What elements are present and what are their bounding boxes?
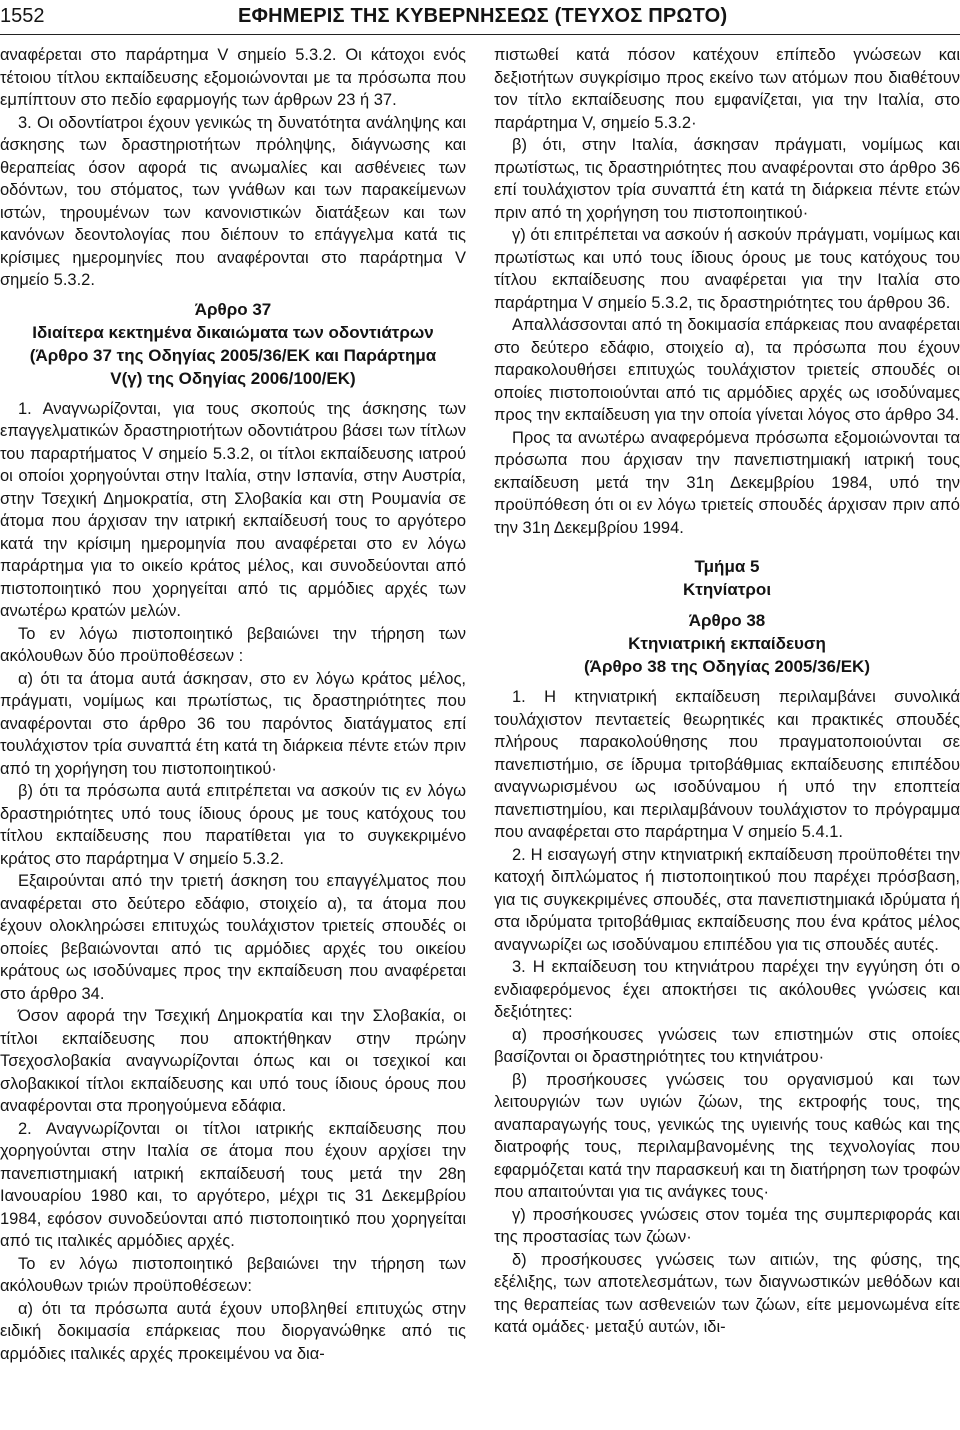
paragraph: γ) προσήκουσες γνώσεις στον τομέα της συμπεριφοράς και της προστασίας των ζώων· [494,1205,960,1246]
paragraph: α) προσήκουσες γνώσεις των επιστημών στις οποίες βασίζονται οι δραστηριότητες του κτηνιάτρου· [494,1025,960,1066]
section-title: Κτηνίατροι [682,580,772,599]
article-reference: (Άρθρο 37 της Οδηγίας 2005/36/ΕΚ και Παράρτημα [29,345,437,365]
paragraph: Όσον αφορά την Τσεχική Δημοκρατία και την Σλοβακία, οι τίτλοι εκπαίδευσης που αποκτήθηκαν στην πρώην Τσεχοσλοβακία αναγνωρίζονται όπως και οι τσεχικοί και σλοβακικοί τίτλοι εκπαίδευσης και υπό τους ίδιους όρους που αναφέρονται στα προηγούμενα εδάφια. [0,1007,466,1115]
article-reference: (Άρθρο 38 της Οδηγίας 2005/36/ΕΚ) [584,657,870,676]
article-38-heading [494,609,960,678]
page-header [0,0,960,35]
article-title: Ιδιαίτερα κεκτημένα δικαιώματα των οδοντιάτρων [32,322,434,342]
gazette-title: ΕΦΗΜΕΡΙΣ ΤΗΣ ΚΥΒΕΡΝΗΣΕΩΣ (ΤΕΥΧΟΣ ΠΡΩΤΟ) [238,5,728,27]
paragraph: 2. Η εισαγωγή στην κτηνιατρική εκπαίδευση προϋποθέτει την κατοχή διπλώματος ή πιστοποιητικού που παρέχει πρόσβαση, για τις συγκεκριμένες σπουδές, στα πανεπιστημιακά ιδρύματα ή στα ιδρύματα τριτοβάθμιας εκπαίδευσης που ένα κράτος μέλος αναγνωρίζει ως ισοδύναμου επιπέδου για τις σπουδές αυτές. [494,845,960,954]
paragraph: 3. Η εκπαίδευση του κτηνιάτρου παρέχει την εγγύηση ότι ο ενδιαφερόμενος έχει αποκτήσει τις ακόλουθες γνώσεις και δεξιότητες: [494,958,960,1021]
article-title: Κτηνιατρική εκπαίδευση [628,634,826,653]
paragraph: Το εν λόγω πιστοποιητικό βεβαιώνει την τήρηση των ακόλουθων τριών προϋποθέσεων: [0,1254,466,1295]
paragraph: Προς τα ανωτέρω αναφερόμενα πρόσωπα εξομοιώνονται τα πρόσωπα που άρχισαν την πανεπιστημιακή ιατρική τους εκπαίδευση μετά την 31η Δεκεμβρίου 1984, υπό την προϋπόθεση ότι οι εν λόγω τριετείς σπουδές άρχισαν πριν από την 31η Δεκεμβρίου 1994. [494,428,960,537]
section-5-heading [494,555,960,601]
left-column [0,44,466,1424]
paragraph: 3. Οι οδοντίατροι έχουν γενικώς τη δυνατότητα ανάληψης και άσκησης των δραστηριοτήτων πρόληψης, διάγνωσης και θεραπείας όσον αφορά τις ανωμαλίες και ασθένειες των οδόντων, του στόματος, των γνάθων και των παρακείμενων ιστών, τηρουμένων των κανονιστικών διατάξεων και των κανόνων δεοντολογίας που διέπουν το επάγγελμα κατά τις κρίσιμες ημερομηνίες που αναφέρονται στο παράρτημα V σημείο 5.3.2. [0,113,466,289]
article-37-heading [0,298,466,390]
paragraph: β) ότι τα πρόσωπα αυτά επιτρέπεται να ασκούν τις εν λόγω δραστηριότητες υπό τους ίδιους όρους με τους κατόχους του τίτλου εκπαίδευσης που παρατίθεται για το συγκεκριμένο κράτος στο παράρτημα V σημείο 5.3.2. [0,782,466,868]
section-number: Τμήμα 5 [694,557,760,576]
paragraph: β) ότι, στην Ιταλία, άσκησαν πράγματι, νομίμως και πρωτίστως, τις δραστηριότητες που αναφέρονται στο άρθρο 36 επί τουλάχιστον τρία συναπτά έτη κατά τη διάρκεια πέντε ετών πριν από τη χορήγηση του πιστοποιητικού· [494,136,960,222]
paragraph: αναφέρεται στο παράρτημα V σημείο 5.3.2. Οι κάτοχοι ενός τέτοιου τίτλου εκπαίδευσης εξομοιώνονται με τα πρόσωπα που εμπίπτουν στο πεδίο εφαρμογής των άρθρων 23 ή 37. [0,46,466,109]
paragraph: Το εν λόγω πιστοποιητικό βεβαιώνει την τήρηση των ακόλουθων δύο προϋποθέσεων : [0,624,466,665]
paragraph: α) ότι τα πρόσωπα αυτά έχουν υποβληθεί επιτυχώς στην ειδική δοκιμασία επάρκειας που διοργανώθηκε από τις αρμόδιες ιταλικές αρχές προκειμένου να δια- [0,1299,466,1363]
paragraph: α) ότι τα άτομα αυτά άσκησαν, στο εν λόγω κράτος μέλος, πράγματι, νομίμως και πρωτίστως, τις δραστηριότητες που αναφέρονται στο άρθρο 36 του παρόντος διατάγματος επί τουλάχιστον τρία συναπτά έτη κατά τη διάρκεια πέντε ετών πριν από τη χορήγηση του πιστοποιητικού· [0,669,466,778]
paragraph: 1. Η κτηνιατρική εκπαίδευση περιλαμβάνει συνολικά τουλάχιστον πενταετείς θεωρητικές και πρακτικές σπουδές πλήρους παρακολούθησης που πραγματοποιούνται σε πανεπιστήμιο, σε ίδρυμα τριτοβάθμιας εκπαίδευσης επιπέδου αναγνωρισμένου ως ισοδύναμου ή υπό την εποπτεία πανεπιστημίου, και περιλαμβάνουν τουλάχιστον το πρόγραμμα που αναφέρεται στο παράρτημα V σημείο 5.4.1. [494,688,960,841]
paragraph: πιστωθεί κατά πόσον κατέχουν επίπεδο γνώσεων και δεξιοτήτων συγκρίσιμο προς εκείνο των ατόμων που διαθέτουν τον τίτλο εκπαίδευσης που εμφανίζεται, για την Ιταλία, στο παράρτημα V, σημείο 5.3.2· [494,46,960,132]
paragraph: Εξαιρούνται από την τριετή άσκηση του επαγγέλματος που αναφέρεται στο δεύτερο εδάφιο, στοιχείο α), τα άτομα που έχουν ολοκληρώσει επιτυχώς τουλάχιστον τριετείς σπουδές οι οποίες βεβαιώνονται από τις αρμόδιες αρχές του οικείου κράτους ως ισοδύναμες προς την εκπαίδευση που αναφέρεται στο άρθρο 34. [0,872,466,1003]
paragraph: β) προσήκουσες γνώσεις του οργανισμού και των λειτουργιών των υγιών ζώων, της εκτροφής τους, της αναπαραγωγής τους, γενικώς της υγιεινής τους καθώς και της διατροφής τους, περιλαμβανομένης της τεχνολογίας που εφαρμόζεται κατά την παρασκευή και τη διατήρηση των τροφών που απαιτούνται για τις ανάγκες τους· [494,1070,960,1201]
right-column [494,44,960,1424]
paragraph: 1. Αναγνωρίζονται, για τους σκοπούς της άσκησης των επαγγελματικών δραστηριοτήτων οδοντιάτρου βάσει των τίτλων του παραρτήματος V σημείο 5.3.2, οι τίτλοι εκπαίδευσης ιατρού οι οποίοι χορηγούνται στην Ιταλία, στην Ισπανία, στην Αυστρία, στην Τσεχική Δημοκρατία, στη Σλοβακία και στη Ρουμανία σε άτομα που άρχισαν την ιατρική εκπαίδευσή τους το αργότερο κατά την κρίσιμη ημερομηνία που αναφέρεται στο εν λόγω παράρτημα για το οικείο κράτος μέλος, και συνοδεύονται από πιστοποιητικό που χορηγείται από τις αρμόδιες αρχές των ανωτέρω κρατών μελών. [0,399,466,620]
paragraph: δ) προσήκουσες γνώσεις των αιτιών, της φύσης, της εξέλιξης, των αποτελεσμάτων, των διαγνωστικών μεθόδων και της θεραπείας των ασθενειών των ζώων, είτε μεμονωμένα είτε κατά ομάδες· μεταξύ αυτών, ιδι- [494,1250,960,1336]
article-number: Άρθρο 37 [194,299,272,319]
article-reference: V(γ) της Οδηγίας 2006/100/ΕΚ) [110,368,356,388]
paragraph: Απαλλάσσονται από τη δοκιμασία επάρκειας που αναφέρεται στο δεύτερο εδάφιο, στοιχείο α), τα πρόσωπα που έχουν παρακολουθήσει επιτυχώς τουλάχιστον τριετείς σπουδές οι οποίες πιστοποιούνται από τις αρμόδιες αρχές ως ισοδύναμες προς την εκπαίδευση για την οποία γίνεται λόγος στο άρθρο 34. [494,316,960,424]
paragraph: 2. Αναγνωρίζονται οι τίτλοι ιατρικής εκπαίδευσης που χορηγούνται στην Ιταλία σε άτομα που έχουν αρχίσει την πανεπιστημιακή ιατρική εκπαίδευσή τους μετά την 28η Ιανουαρίου 1980 και, το αργότερο, μέχρι τις 31 Δεκεμβρίου 1984, εφόσον συνοδεύονται από πιστοποιητικό που χορηγείται από τις ιταλικές αρμόδιες αρχές. [0,1119,466,1250]
article-number: Άρθρο 38 [688,611,766,630]
page-number: 1552 [0,5,45,27]
paragraph: γ) ότι επιτρέπεται να ασκούν ή ασκούν πράγματι, νομίμως και πρωτίστως και υπό τους ίδιους όρους με τους κατόχους του τίτλου εκπαίδευσης που αναφέρεται για την Ιταλία στο παράρτημα V σημείο 5.3.2, τις δραστηριότητες του άρθρου 36. [494,226,960,312]
